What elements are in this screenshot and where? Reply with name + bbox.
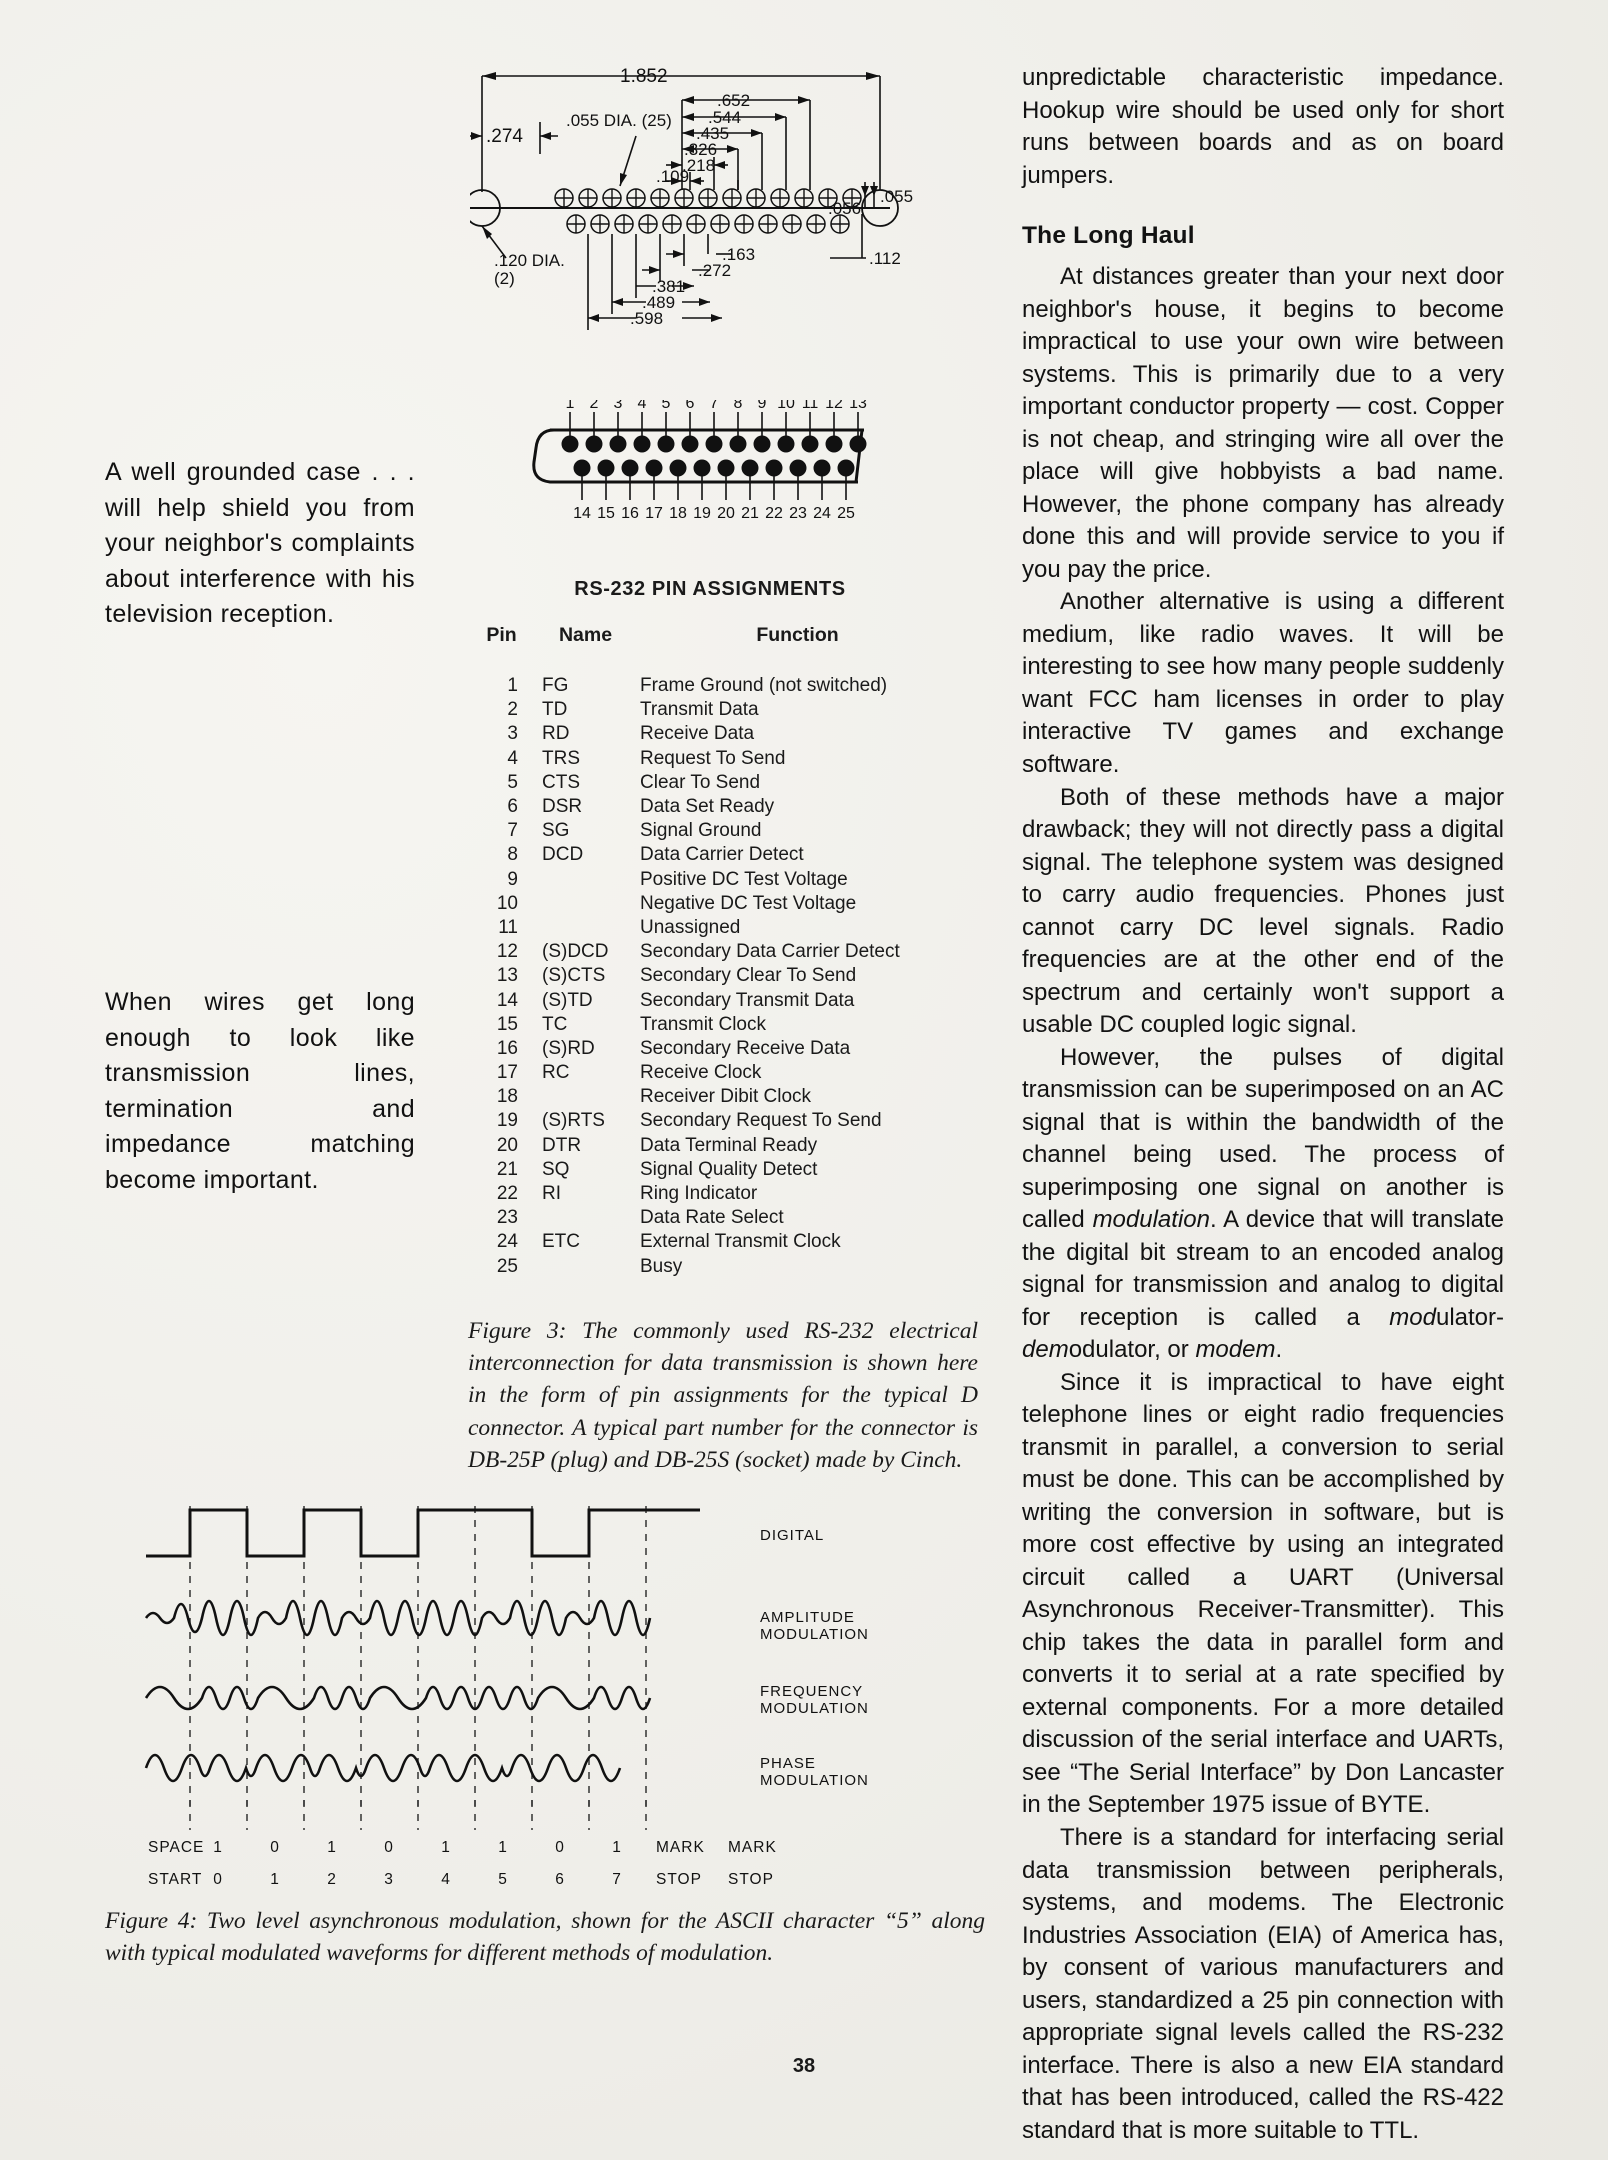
cell-function: Data Carrier Detect [640, 844, 804, 866]
cell-function: Transmit Clock [640, 1013, 766, 1035]
cell-name: (S)TD [542, 989, 593, 1011]
cell-name: (S)RD [542, 1037, 595, 1059]
figure-3-caption: Figure 3: The commonly used RS-232 electrical interconnection for data transmission is shown here in the form of pin assignments for the typical D connector. A typical part number for the connector is DB-25P (plug) and DB-25S (socket) made by Cinch. [468, 1318, 978, 1473]
cell-function: Secondary Receive Data [640, 1037, 851, 1059]
fig4-bit-index: 0 [213, 1871, 223, 1888]
cell-pin: 10 [496, 892, 518, 914]
cell-function: External Transmit Clock [640, 1231, 841, 1253]
dim-598: .598 [630, 309, 664, 328]
connector-top-pin-dots [562, 436, 867, 453]
fig4-bit-value: 1 [213, 1839, 223, 1856]
cell-function: Data Terminal Ready [640, 1134, 818, 1156]
table-row [470, 1109, 950, 1133]
cell-name: (S)CTS [542, 965, 606, 987]
fig4-mark-label: MARK [656, 1839, 705, 1856]
cell-pin: 7 [507, 820, 518, 842]
connector-pin-number: 10 [777, 400, 795, 412]
table-row [470, 843, 950, 867]
cell-pin: 4 [507, 747, 518, 769]
fig4-bit-index: 5 [498, 1871, 508, 1888]
connector-pin-number: 19 [693, 505, 711, 522]
col-header-name: Name [558, 624, 613, 646]
figure-4-caption: Figure 4: Two level asynchronous modulation, shown for the ASCII character “5” along with typical modulated waveforms for different methods of modulation. [105, 1908, 985, 1967]
connector-pin-number: 6 [685, 400, 695, 412]
article-para-1: At distances greater than your next door neighbor's house, it begins to become impractical to use your own wire between systems. This is primarily due to a very important conductor property — cost. Copper is not cheap, and stringing wire all over the place will give hobbyists a bad name. However, the phone company has already done this and will provide service to you if you pay the price. [1022, 263, 1504, 583]
dim-112: .112 [869, 249, 901, 268]
cell-function: Transmit Data [640, 699, 759, 721]
connector-pin-number: 11 [801, 400, 819, 412]
fig4-trace-label: FREQUENCY MODULATION [760, 1683, 869, 1717]
cell-name: (S)RTS [542, 1110, 605, 1132]
term-mod: mod [1389, 1303, 1436, 1331]
table-row [470, 1254, 950, 1278]
fig4-bit-index: 4 [441, 1871, 451, 1888]
article-para-3: Both of these methods have a major drawback; they will not directly pass a digital signal. The telephone system was designed to carry audio frequencies. Phones just cannot carry DC level signals. Radio frequencies are at the other end of the spectrum and certainly won't support a usable DC coupled logic signal. [1022, 783, 1504, 1039]
pull-quote-1: A well grounded case . . . will help shield you from your neighbor's complaints about interference with his television reception. [105, 458, 415, 628]
cell-function: Data Rate Select [640, 1207, 784, 1229]
cell-pin: 2 [507, 699, 518, 721]
dim-163: .163 [722, 245, 756, 264]
dim-272: .272 [698, 261, 732, 280]
cell-function: Clear To Send [640, 771, 761, 793]
fig4-bit-index: 2 [327, 1871, 337, 1888]
fig4-trace-label: DIGITAL [760, 1527, 825, 1544]
term-dem: dem [1022, 1336, 1069, 1364]
table-row [470, 1157, 950, 1181]
cell-function: Secondary Data Carrier Detect [640, 941, 900, 963]
figure-4-svg [140, 1500, 960, 1895]
table-row [470, 940, 950, 964]
dim-381: .381 [652, 277, 686, 296]
table-row [470, 1036, 950, 1060]
fig4-bit-value: 1 [498, 1839, 508, 1856]
cell-pin: 9 [507, 868, 518, 890]
table-row [470, 1133, 950, 1157]
table-row [470, 1206, 950, 1230]
digital-waveform [146, 1510, 700, 1556]
connector-pin-number: 18 [669, 505, 687, 522]
cell-pin: 5 [507, 771, 518, 793]
cell-name: RI [542, 1183, 561, 1205]
figure-4-modulation-diagram [140, 1500, 960, 1890]
cell-pin: 12 [496, 941, 518, 963]
cell-pin: 19 [496, 1110, 518, 1132]
connector-pin-number: 3 [613, 400, 623, 412]
cell-function: Secondary Clear To Send [640, 965, 857, 987]
table-row [470, 794, 950, 818]
dim-1852: 1.852 [620, 66, 668, 87]
connector-pin-number: 21 [741, 505, 759, 522]
fig4-space-label: SPACE [148, 1839, 205, 1856]
connector-mechanical-drawing [470, 62, 940, 332]
connector-pin-number: 22 [765, 505, 783, 522]
table-row [470, 915, 950, 939]
fig4-stop-label: STOP [656, 1871, 702, 1888]
table-row [470, 1061, 950, 1085]
term-modulation: modulation [1092, 1206, 1210, 1234]
table-row [470, 867, 950, 891]
cell-pin: 25 [496, 1255, 518, 1277]
cell-name: DTR [542, 1134, 582, 1156]
drawing-svg [470, 62, 940, 337]
cell-pin: 8 [507, 844, 518, 866]
cell-function: Busy [640, 1255, 683, 1277]
cell-function: Data Set Ready [640, 796, 775, 818]
cell-function: Ring Indicator [640, 1183, 758, 1205]
connector-pin-number: 24 [813, 505, 831, 522]
table-row [470, 988, 950, 1012]
pull-quote-2: When wires get long enough to look like transmission lines, termination and impedance matching become important. [105, 988, 415, 1194]
connector-pin-number: 25 [837, 505, 855, 522]
cell-function: Request To Send [640, 747, 786, 769]
article-para-2: Another alternative is using a different medium, like radio waves. It will be interesting to see how many people suddenly want FCC ham licenses in order to play interactive TV games and exchange software. [1022, 588, 1504, 778]
cell-pin: 23 [496, 1207, 518, 1229]
cell-function: Signal Quality Detect [640, 1158, 818, 1180]
cell-pin: 3 [507, 723, 518, 745]
cell-function: Negative DC Test Voltage [640, 892, 857, 914]
dim-326: .326 [684, 140, 718, 159]
cell-pin: 15 [496, 1013, 518, 1035]
cell-name [532, 1254, 640, 1278]
dim-056: .056 [828, 199, 862, 218]
cell-name: TC [542, 1013, 568, 1035]
cell-name [532, 1206, 640, 1230]
connector-pin-number: 9 [757, 400, 767, 412]
cell-function: Unassigned [640, 916, 741, 938]
connector-pin-number: 23 [789, 505, 807, 522]
cell-function: Signal Ground [640, 820, 762, 842]
frequency-modulation-waveform [146, 1687, 650, 1709]
cell-pin: 11 [498, 916, 518, 938]
connector-pin-number: 7 [709, 400, 719, 412]
article-body [1022, 62, 1504, 2147]
fig4-bit-index: 6 [555, 1871, 565, 1888]
amplitude-modulation-waveform [146, 1601, 650, 1635]
cell-function: Positive DC Test Voltage [640, 868, 848, 890]
bit-tick-extensions [190, 1800, 646, 1830]
cell-pin: 13 [496, 965, 518, 987]
article-heading: The Long Haul [1022, 222, 1195, 250]
dim-218: .218 [682, 156, 716, 175]
cell-function: Frame Ground (not switched) [640, 675, 888, 697]
table-row [470, 964, 950, 988]
fig4-bit-value: 1 [612, 1839, 622, 1856]
pin-assignments-title: RS-232 PIN ASSIGNMENTS [574, 578, 846, 600]
table-row [470, 1085, 950, 1109]
article-para-top: unpredictable characteristic impedance. Hookup wire should be used only for short runs between boards and as on board jumpers. [1022, 64, 1504, 189]
cell-name: DCD [542, 844, 584, 866]
fig4-bit-value: 0 [270, 1839, 280, 1856]
cell-name [532, 867, 640, 891]
cell-pin: 6 [507, 796, 518, 818]
connector-bottom-pin-dots [574, 460, 855, 477]
cell-pin: 21 [496, 1158, 518, 1180]
cell-pin: 20 [496, 1134, 518, 1156]
cell-name: RC [542, 1062, 570, 1084]
fig4-bit-value: 0 [555, 1839, 565, 1856]
phase-modulation-waveform [146, 1755, 620, 1781]
table-row [470, 1230, 950, 1254]
connector-pin-number: 2 [589, 400, 599, 412]
fig4-mark-label: MARK [728, 1839, 777, 1856]
table-row [470, 698, 950, 722]
dim-489: .489 [642, 293, 676, 312]
connector-pin-number: 20 [717, 505, 735, 522]
db25-connector-diagram [520, 400, 890, 525]
connector-pin-number: 16 [621, 505, 639, 522]
table-header-row [470, 625, 950, 674]
col-header-function: Function [756, 624, 839, 646]
col-header-pin: Pin [486, 624, 517, 646]
connector-pin-number: 17 [645, 505, 663, 522]
fig4-stop-label: STOP [728, 1871, 774, 1888]
connector-pin-number: 13 [849, 400, 867, 412]
cell-pin: 16 [496, 1037, 518, 1059]
table-row [470, 770, 950, 794]
table-row [470, 1181, 950, 1205]
dim-120-dia: .120 DIA. [494, 251, 565, 270]
dim-109: .109 [656, 167, 690, 186]
fig4-trace-label: AMPLITUDE MODULATION [760, 1609, 869, 1643]
table-row [470, 891, 950, 915]
connector-pin-number: 5 [661, 400, 671, 412]
dim-274: .274 [486, 126, 523, 147]
fig4-trace-label: PHASE MODULATION [760, 1755, 869, 1789]
cell-name: SQ [542, 1158, 570, 1180]
connector-pin-number: 12 [825, 400, 843, 412]
cell-name [532, 891, 640, 915]
cell-name: (S)DCD [542, 941, 609, 963]
cell-function: Receive Clock [640, 1062, 762, 1084]
cell-name: TRS [542, 747, 580, 769]
cell-pin: 1 [507, 675, 518, 697]
table-row [470, 674, 950, 698]
cell-name: CTS [542, 771, 580, 793]
cell-name: ETC [542, 1231, 580, 1253]
connector-pin-number: 14 [573, 505, 591, 522]
fig4-bit-value: 1 [441, 1839, 451, 1856]
article-para-5: There is a standard for interfacing serial data transmission between peripherals, systems, and modems. The Electronic Industries Association (EIA) of America has, by consent of various manufacturers and users, standardized a 25 pin connection with appropriate signal levels called the RS-232 interface. There is also a new EIA standard that has been introduced, called the RS-422 standard that is more suitable to TTL. [1022, 1824, 1504, 2144]
cell-name: RD [542, 723, 570, 745]
connector-pin-number: 8 [733, 400, 743, 412]
table-row [470, 1012, 950, 1036]
cell-name: DSR [542, 796, 583, 818]
cell-name [532, 915, 640, 939]
fig4-bit-index: 7 [612, 1871, 622, 1888]
fig4-bit-value: 1 [327, 1839, 337, 1856]
dim-544: .544 [708, 108, 742, 127]
dim-055: .055 [880, 187, 914, 206]
cell-name: SG [542, 820, 570, 842]
fig4-bit-index: 3 [384, 1871, 394, 1888]
cell-name [532, 1085, 640, 1109]
rs232-pin-table [470, 625, 950, 1278]
dim-120-qty: (2) [494, 269, 515, 288]
cell-name: TD [542, 699, 568, 721]
cell-function: Receiver Dibit Clock [640, 1086, 812, 1108]
cell-pin: 17 [496, 1062, 518, 1084]
dim-652: .652 [717, 91, 751, 110]
cell-name: FG [542, 675, 569, 697]
term-modem: modem [1195, 1336, 1276, 1364]
cell-pin: 22 [496, 1183, 518, 1205]
cell-function: Receive Data [640, 723, 755, 745]
fig4-bit-index: 1 [270, 1871, 280, 1888]
table-row [470, 819, 950, 843]
article-para-modulation: However, the pulses of digital transmission can be superimposed on an AC signal that is within the bandwidth of the channel being used. The process of superimposing one signal on another is called modulation. A device that will translate the digital bit stream to an encoded analog signal for transmission and analog to digital for reception is called a modulator-demodulator, or modem. [1022, 1043, 1505, 1364]
dim-435: .435 [696, 124, 730, 143]
connector-pin-number: 15 [597, 505, 615, 522]
cell-function: Secondary Transmit Data [640, 989, 855, 1011]
fig4-start-label: START [148, 1871, 203, 1888]
connector-svg [520, 400, 890, 530]
connector-pin-number: 1 [565, 400, 575, 412]
table-row [470, 722, 950, 746]
connector-pin-number: 4 [637, 400, 647, 412]
cell-pin: 18 [496, 1086, 518, 1108]
article-para-4: Since it is impractical to have eight telephone lines or eight radio frequencies transmit in parallel, a conversion to serial must be done. This can be accomplished by writing the conversion in software, but is more cost effective by using an integrated circuit called a UART (Universal Asynchronous Receiver-Transmitter). This chip takes the data in parallel form and converts it to serial at a rate specified by external components. For a more detailed discussion of the serial interface and UARTs, see “The Serial Interface” by Don Lancaster in the September 1975 issue of BYTE. [1022, 1368, 1504, 1819]
cell-pin: 14 [496, 989, 518, 1011]
fig4-bit-value: 0 [384, 1839, 394, 1856]
dim-055-dia: .055 DIA. (25) [566, 111, 672, 130]
table-row [470, 746, 950, 770]
cell-function: Secondary Request To Send [640, 1110, 882, 1132]
cell-pin: 24 [496, 1231, 518, 1253]
page-number: 38 [792, 2055, 816, 2077]
